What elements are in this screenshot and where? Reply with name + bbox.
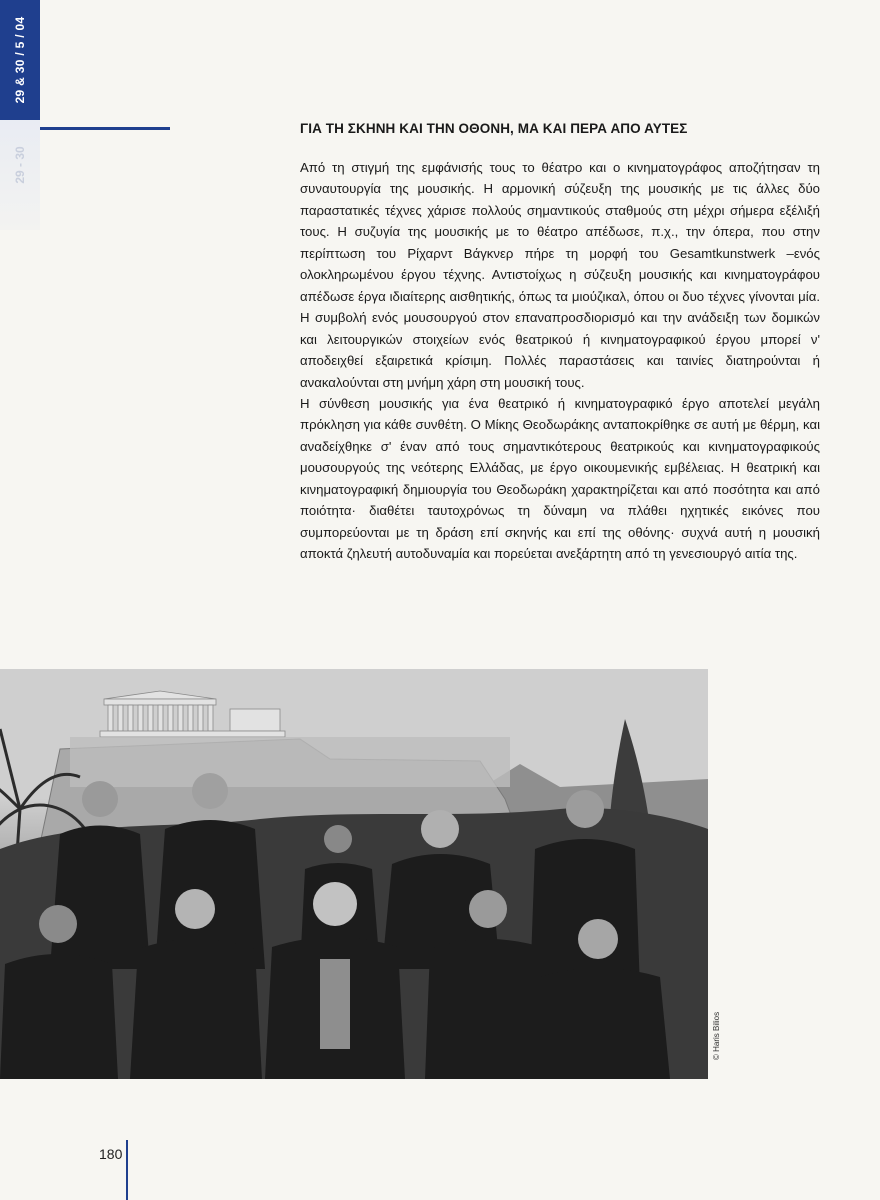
article-heading: ΓΙΑ ΤΗ ΣΚΗΝΗ ΚΑΙ ΤΗΝ ΟΘΟΝΗ, ΜΑ ΚΑΙ ΠΕΡΑ ΑΠΟ ΑΥΤΕΣ xyxy=(300,121,688,136)
group-photo-acropolis xyxy=(0,669,708,1079)
page-number: 180 xyxy=(99,1146,123,1162)
photo-credit: © Haris Bilios xyxy=(712,1011,721,1060)
issue-date-tab xyxy=(0,0,40,120)
page-number-rule xyxy=(126,1140,128,1200)
photo-illustration xyxy=(0,669,708,1079)
article-paragraph-1: Από τη στιγμή της εμφάνισής τους το θέατρο και ο κινηματογράφος αποζήτησαν τη συναυτουργία της μουσικής. Η αρμονική σύζευξη της μουσικής με τις άλλες δύο παραστατικές τέχνες χάρισε πολλούς σημαντικούς σταθμούς στη μέχρι σήμερα εξέλιξή τους. Η συζυγία της μουσικής με το θέατρο απέδωσε, π.χ., την όπερα, που στην περίπτωση του Ρίχαρντ Βάγκνερ πήρε τη μορφή του Gesamtkunstwerk –ενός ολοκληρωμένου έργου τέχνης. Αντιστοίχως η σύζευξη μουσικής και κινηματογράφου απέδωσε έργα ιδιαίτερης αισθητικής, όπως τα μιούζικαλ, όπου οι δυο τέχνες γίνονται μία. Η συμβολή ενός μουσουργού στον επαναπροσδιορισμό και την ανάδειξη των δομικών και λειτουργικών στοιχείων ενός θεατρικού ή κινηματογραφικού έργου μπορεί ν' αποδειχθεί εξαιρετικά κρίσιμη. Πολλές παραστάσεις και ταινίες διατηρούνται ή ανακαλούνται στη μνήμη χάρη στη μουσική τους. xyxy=(300,160,820,390)
heading-accent-rule xyxy=(40,127,170,130)
article-body xyxy=(300,157,820,565)
issue-date-label: 29 & 30 / 5 / 04 xyxy=(13,16,27,104)
bleed-through-strip xyxy=(0,120,40,230)
bleed-through-label: 29 - 30 xyxy=(13,146,27,184)
article-paragraph-2: Η σύνθεση μουσικής για ένα θεατρικό ή κινηματογραφικό έργο αποτελεί μεγάλη πρόκληση για κάθε συνθέτη. Ο Μίκης Θεοδωράκης ανταποκρίθηκε σε αυτή με θέρμη, και αναδείχθηκε σ' έναν από τους σημαντικότερους θεατρικούς και κινηματογραφικούς μουσουργούς της νεότερης Ελλάδας, με έργο οικουμενικής εμβέλειας. Η θεατρική και κινηματογραφική δημιουργία του Θεοδωράκη χαρακτηρίζεται και από ποσότητα και από ποιότητα· διαθέτει ταυτοχρόνως τη δύναμη να πλάθει ηχητικές εικόνες που συμπορεύονται με τη δράση επί σκηνής και επί της οθόνης· συχνά αυτή η μουσική αποκτά ζηλευτή αυτοδυναμία και πορεύεται ανεξάρτητη από τη γενεσιουργό αιτία της. xyxy=(300,395,820,562)
